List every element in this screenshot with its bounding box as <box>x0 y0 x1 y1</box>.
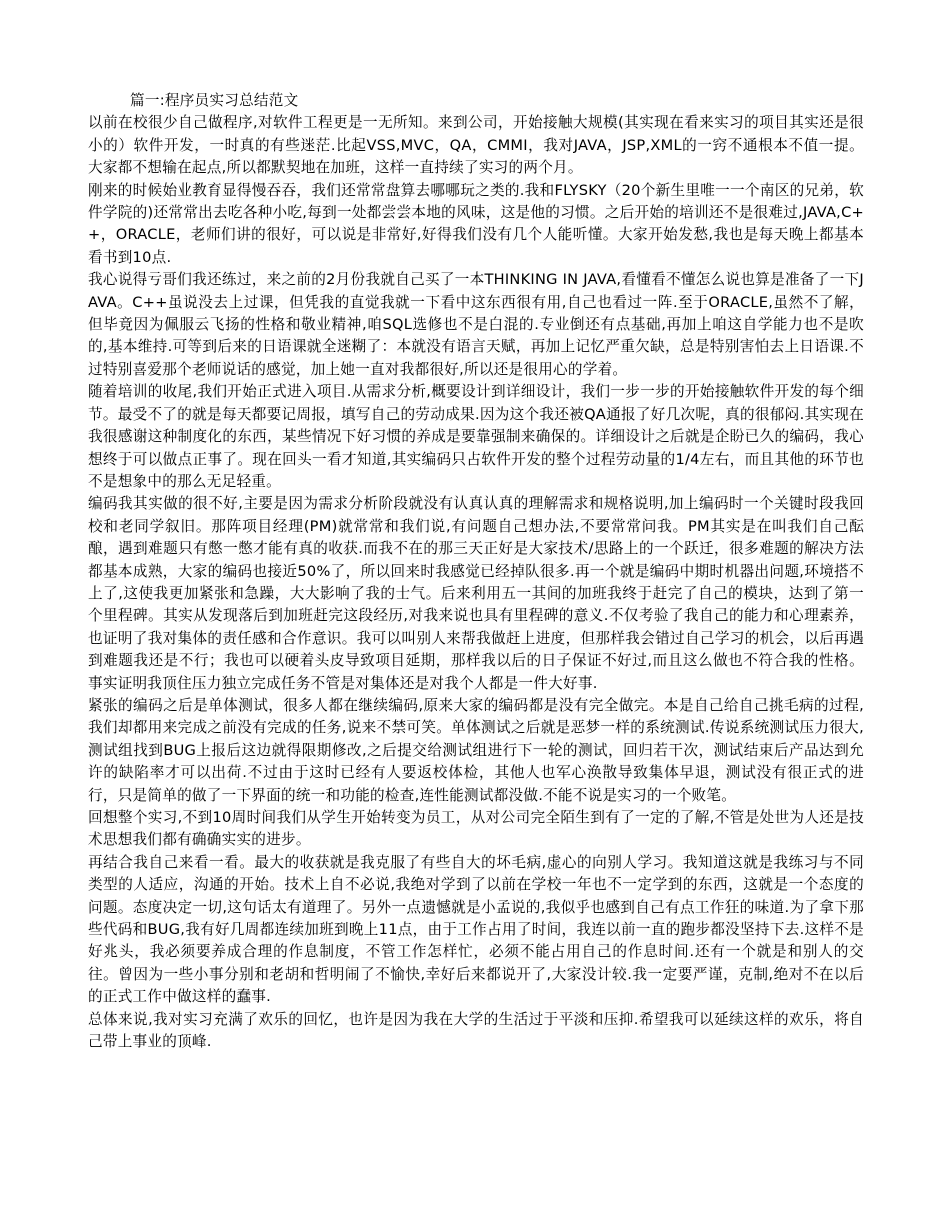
paragraph-conclusion: 总体来说,我对实习充满了欢乐的回忆，也许是因为我在大学的生活过于平淡和压抑.希望我可以延续这样的欢乐，将自己带上事业的顶峰. <box>88 1010 864 1051</box>
paragraph-project-start: 随着培训的收尾,我们开始正式进入项目.从需求分析,概要设计到详细设计，我们一步一步的开始接触软件开发的每个细节。最受不了的就是每天都要记周报，填写自己的劳动成果.因为这个我还被QA通报了好几次呢，真的很郁闷.其实现在我很感谢这种制度化的东西，某些情况下好习惯的养成是要靠强制来确保的。详细设计之后就是企盼已久的编码，我心想终于可以做点正事了。现在回头一看才知道,其实编码只占软件开发的整个过程劳动量的1/4左右，而且其他的环节也不是想象中的那么无足轻重。 <box>88 383 864 490</box>
paragraph-testing: 紧张的编码之后是单体测试，很多人都在继续编码,原来大家的编码都是没有完全做完。本是自己给自己挑毛病的过程,我们却都用来完成之前没有完成的任务,说来不禁可笑。单体测试之后就是恶梦一样的系统测试.传说系统测试压力很大,测试组找到BUG上报后这边就得限期修改,之后提交给测试组进行下一轮的测试，回归若干次，测试结束后产品达到允许的缺陷率才可以出荷.不过由于这时已经有人要返校体检，其他人也军心涣散导致集体早退，测试没有很正式的进行，只是简单的做了一下界面的统一和功能的检查,连性能测试都没做.不能不说是实习的一个败笔。 <box>88 696 864 804</box>
document-page <box>88 90 864 1053</box>
paragraph-preparation: 我心说得亏哥们我还练过，来之前的2月份我就自己买了一本THINKING IN JAVA,看懂看不懂怎么说也算是准备了一下JAVA。C++虽说没去上过课，但凭我的直觉我就一下看中这东西很有用,自己也看过一阵.至于ORACLE,虽然不了解，但毕竟因为佩服云飞扬的性格和敬业精神,咱SQL选修也不是白混的.专业倒还有点基础,再加上咱这自学能力也不是吹的,基本维持.可等到后来的日语课就全迷糊了：本就没有语言天赋，再加上记忆严重欠缺，总是特别害怕去上日语课.不过特别喜爱那个老师说话的感觉，加上她一直对我都很好,所以还是很用心的学着。 <box>88 271 864 378</box>
paragraph-reflection: 回想整个实习,不到10周时间我们从学生开始转变为员工，从对公司完全陌生到有了一定的了解,不管是处世为人还是技术思想我们都有确确实实的进步。 <box>88 809 864 849</box>
document-title: 篇一:程序员实习总结范文 <box>130 92 299 109</box>
paragraph-self-review: 再结合我自己来看一看。最大的收获就是我克服了有些自大的坏毛病,虚心的向别人学习。我知道这就是我练习与不同类型的人适应，沟通的开始。技术上自不必说,我绝对学到了以前在学校一年也不一定学到的东西，这就是一个态度的问题。态度决定一切,这句话太有道理了。另外一点遗憾就是小孟说的,我似乎也感到自己有点工作狂的味道.为了拿下那些代码和BUG,我有好几周都连续加班到晚上11点，由于工作占用了时间，我连以前一直的跑步都没坚持下去.这样不是好兆头，我必须要养成合理的作息制度，不管工作怎样忙，必须不能占用自己的作息时间.还有一个就是和别人的交往。曾因为一些小事分别和老胡和哲明闹了不愉快,幸好后来都说开了,大家没计较.我一定要严谨，克制,绝对不在以后的正式工作中做这样的蠢事. <box>88 853 864 1006</box>
paragraph-coding: 编码我其实做的很不好,主要是因为需求分析阶段就没有认真认真的理解需求和规格说明,加上编码时一个关键时段我回校和老同学叙旧。那阵项目经理(PM)就常常和我们说,有问题自己想办法,不要常常问我。PM其实是在叫我们自己酝酿，遇到难题只有憋一憋才能有真的收获.而我不在的那三天正好是大家技术/思路上的一个跃迁，很多难题的解决方法都基本成熟，大家的编码也接近50%了，所以回来时我感觉已经掉队很多.再一个就是编码中期时机器出问题,环境搭不上了,这使我更加紧张和急躁，大大影响了我的士气。后来利用五一其间的加班我终于赶完了自己的模块，达到了第一个里程碑。其实从发现落后到加班赶完这段经历,对我来说也具有里程碑的意义.不仅考验了我自己的能力和心理素养，也证明了我对集体的责任感和合作意识。我可以叫别人来帮我做赶上进度，但那样我会错过自己学习的机会，以后再遇到难题我还是不行；我也可以硬着头皮导致项目延期，那样我以后的日子保证不好过,而且这么做也不符合我的性格。事实证明我顶住压力独立完成任务不管是对集体还是对我个人都是一件大好事. <box>88 495 864 692</box>
paragraph-intro: 以前在校很少自己做程序,对软件工程更是一无所知。来到公司，开始接触大规模(其实现在看来实习的项目其实还是很小的）软件开发，一时真的有些迷茫.比起VSS,MVC，QA，CMMI，我对JAVA，JSP,XML的一窍不通根本不值一提。大家都不想输在起点,所以都默契地在加班，这样一直持续了实习的两个月。 <box>88 114 864 177</box>
paragraph-orientation: 刚来的时候始业教育显得慢吞吞，我们还常常盘算去哪哪玩之类的.我和FLYSKY（20个新生里唯一一个南区的兄弟，软件学院的)还常常出去吃各种小吃,每到一处都尝尝本地的风味，这是他的习惯。之后开始的培训还不是很难过,JAVA,C++，ORACLE，老师们讲的很好，可以说是非常好,好得我们没有几个人能听懂。大家开始发愁,我也是每天晚上都基本看书到10点. <box>88 181 864 266</box>
